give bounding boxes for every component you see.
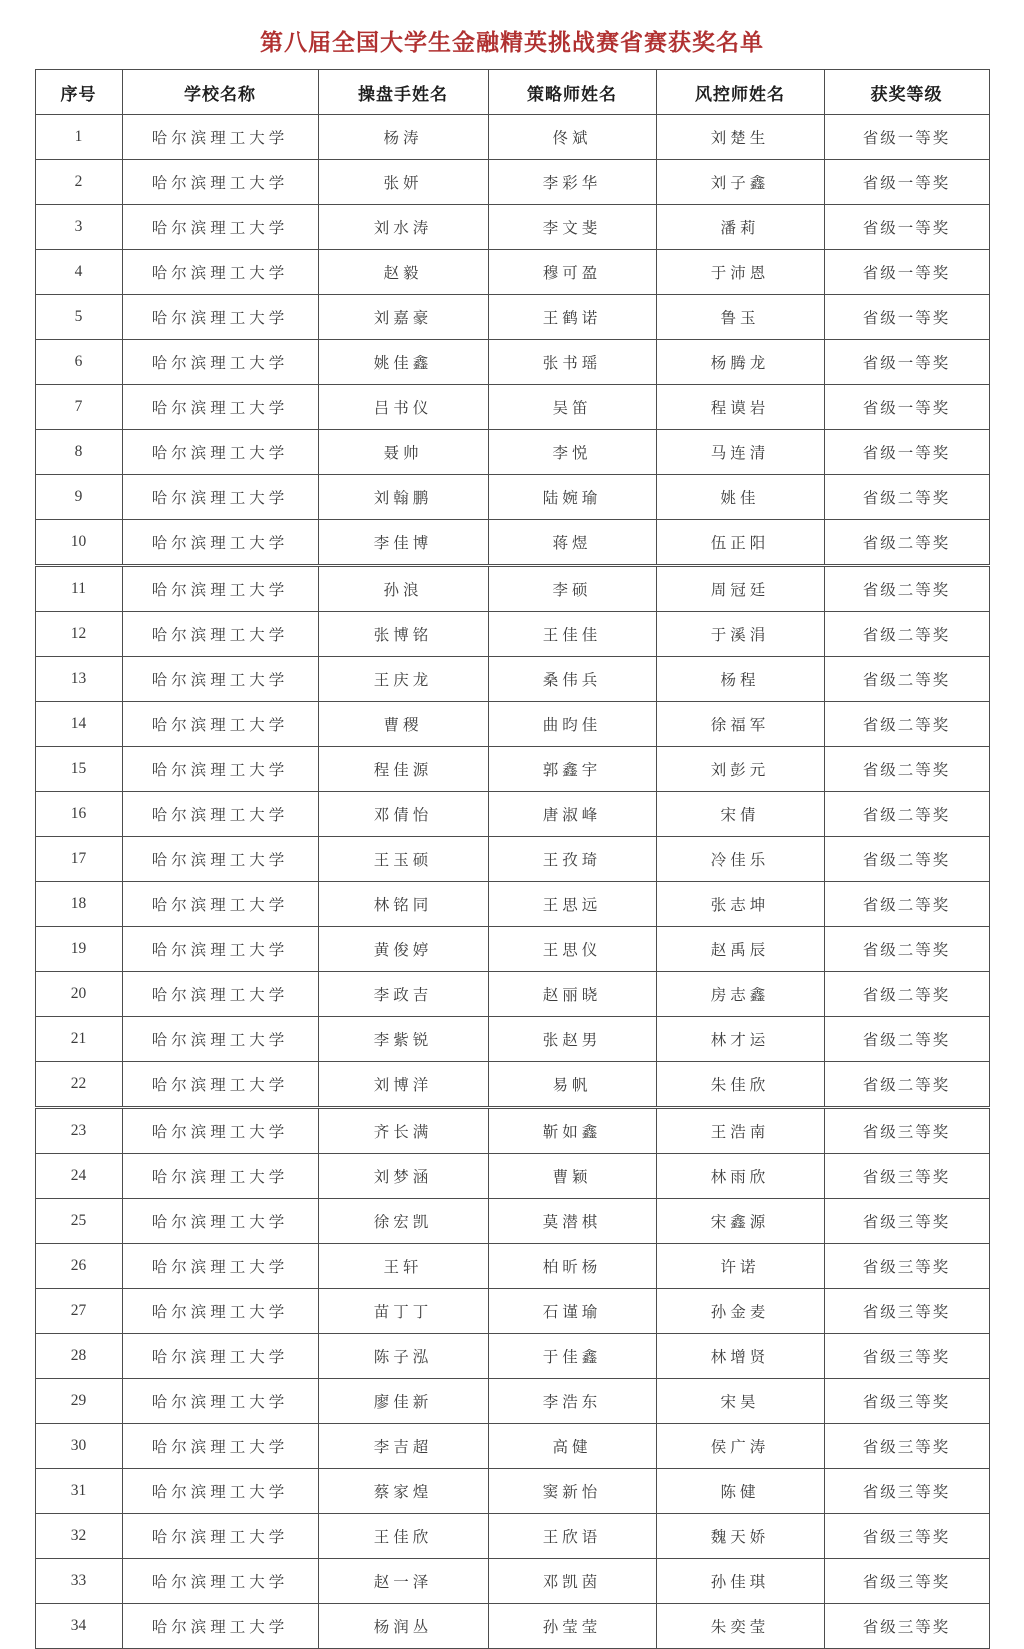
cell-no: 12 — [35, 612, 122, 657]
cell-trader: 赵毅 — [318, 250, 488, 295]
cell-no: 24 — [35, 1154, 122, 1199]
cell-no: 10 — [35, 520, 122, 566]
cell-trader: 王庆龙 — [318, 657, 488, 702]
cell-no: 9 — [35, 475, 122, 520]
column-header-risk: 风控师姓名 — [656, 70, 824, 115]
cell-no: 15 — [35, 747, 122, 792]
cell-risk: 伍正阳 — [656, 520, 824, 566]
cell-trader: 齐长满 — [318, 1108, 488, 1154]
page-title: 第八届全国大学生金融精英挑战赛省赛获奖名单 — [260, 30, 764, 55]
cell-trader: 苗丁丁 — [318, 1289, 488, 1334]
cell-risk: 刘楚生 — [656, 115, 824, 160]
table-row — [35, 520, 989, 566]
cell-school: 哈尔滨理工大学 — [122, 747, 318, 792]
cell-trader: 邓倩怡 — [318, 792, 488, 837]
cell-award: 省级一等奖 — [824, 430, 989, 475]
cell-award: 省级一等奖 — [824, 295, 989, 340]
cell-school: 哈尔滨理工大学 — [122, 612, 318, 657]
cell-risk: 刘彭元 — [656, 747, 824, 792]
table-row — [35, 1334, 989, 1379]
cell-trader: 王玉硕 — [318, 837, 488, 882]
cell-strategist: 桑伟兵 — [488, 657, 656, 702]
cell-award: 省级二等奖 — [824, 1017, 989, 1062]
column-header-school: 学校名称 — [122, 70, 318, 115]
cell-award: 省级二等奖 — [824, 1062, 989, 1108]
table-row — [35, 927, 989, 972]
cell-award: 省级一等奖 — [824, 340, 989, 385]
cell-school: 哈尔滨理工大学 — [122, 1199, 318, 1244]
cell-trader: 赵一泽 — [318, 1559, 488, 1604]
cell-school: 哈尔滨理工大学 — [122, 657, 318, 702]
cell-strategist: 陆婉瑜 — [488, 475, 656, 520]
cell-award: 省级二等奖 — [824, 927, 989, 972]
cell-no: 11 — [35, 566, 122, 612]
table-row — [35, 702, 989, 747]
cell-strategist: 窦新怡 — [488, 1469, 656, 1514]
cell-no: 5 — [35, 295, 122, 340]
cell-strategist: 张赵男 — [488, 1017, 656, 1062]
cell-strategist: 吴笛 — [488, 385, 656, 430]
cell-award: 省级二等奖 — [824, 747, 989, 792]
cell-strategist: 李文斐 — [488, 205, 656, 250]
cell-risk: 林增贤 — [656, 1334, 824, 1379]
cell-school: 哈尔滨理工大学 — [122, 475, 318, 520]
cell-no: 3 — [35, 205, 122, 250]
cell-strategist: 佟斌 — [488, 115, 656, 160]
cell-no: 26 — [35, 1244, 122, 1289]
cell-risk: 杨腾龙 — [656, 340, 824, 385]
cell-trader: 程佳源 — [318, 747, 488, 792]
cell-school: 哈尔滨理工大学 — [122, 837, 318, 882]
cell-award: 省级三等奖 — [824, 1108, 989, 1154]
cell-no: 34 — [35, 1604, 122, 1649]
cell-school: 哈尔滨理工大学 — [122, 1559, 318, 1604]
cell-award: 省级二等奖 — [824, 702, 989, 747]
cell-school: 哈尔滨理工大学 — [122, 205, 318, 250]
cell-no: 17 — [35, 837, 122, 882]
cell-strategist: 柏昕杨 — [488, 1244, 656, 1289]
cell-trader: 林铭同 — [318, 882, 488, 927]
table-row — [35, 430, 989, 475]
cell-trader: 李吉超 — [318, 1424, 488, 1469]
cell-award: 省级一等奖 — [824, 205, 989, 250]
table-row — [35, 837, 989, 882]
cell-award: 省级三等奖 — [824, 1334, 989, 1379]
cell-risk: 宋鑫源 — [656, 1199, 824, 1244]
award-table — [35, 69, 990, 1649]
cell-strategist: 易帆 — [488, 1062, 656, 1108]
cell-award: 省级一等奖 — [824, 115, 989, 160]
table-row — [35, 160, 989, 205]
table-row — [35, 1108, 989, 1154]
cell-school: 哈尔滨理工大学 — [122, 1108, 318, 1154]
cell-school: 哈尔滨理工大学 — [122, 1154, 318, 1199]
cell-no: 32 — [35, 1514, 122, 1559]
column-header-strategist: 策略师姓名 — [488, 70, 656, 115]
cell-award: 省级一等奖 — [824, 250, 989, 295]
cell-risk: 于溪涓 — [656, 612, 824, 657]
cell-no: 1 — [35, 115, 122, 160]
cell-no: 2 — [35, 160, 122, 205]
cell-risk: 刘子鑫 — [656, 160, 824, 205]
cell-risk: 林雨欣 — [656, 1154, 824, 1199]
cell-trader: 李佳博 — [318, 520, 488, 566]
cell-risk: 姚佳 — [656, 475, 824, 520]
cell-trader: 刘嘉豪 — [318, 295, 488, 340]
cell-strategist: 高健 — [488, 1424, 656, 1469]
cell-trader: 杨涛 — [318, 115, 488, 160]
cell-no: 29 — [35, 1379, 122, 1424]
cell-trader: 张妍 — [318, 160, 488, 205]
cell-no: 6 — [35, 340, 122, 385]
cell-strategist: 蒋煜 — [488, 520, 656, 566]
table-header — [35, 70, 989, 115]
cell-risk: 孙金麦 — [656, 1289, 824, 1334]
cell-trader: 徐宏凯 — [318, 1199, 488, 1244]
cell-risk: 张志坤 — [656, 882, 824, 927]
table-header-row — [35, 70, 989, 115]
cell-strategist: 王思远 — [488, 882, 656, 927]
table-row — [35, 115, 989, 160]
cell-school: 哈尔滨理工大学 — [122, 520, 318, 566]
cell-strategist: 靳如鑫 — [488, 1108, 656, 1154]
column-header-trader: 操盘手姓名 — [318, 70, 488, 115]
cell-school: 哈尔滨理工大学 — [122, 1424, 318, 1469]
cell-trader: 聂帅 — [318, 430, 488, 475]
cell-strategist: 王孜琦 — [488, 837, 656, 882]
cell-school: 哈尔滨理工大学 — [122, 1062, 318, 1108]
cell-trader: 刘博洋 — [318, 1062, 488, 1108]
cell-strategist: 张书瑶 — [488, 340, 656, 385]
cell-no: 4 — [35, 250, 122, 295]
cell-award: 省级三等奖 — [824, 1424, 989, 1469]
table-row — [35, 612, 989, 657]
table-row — [35, 295, 989, 340]
cell-risk: 马连清 — [656, 430, 824, 475]
cell-risk: 林才运 — [656, 1017, 824, 1062]
cell-risk: 孙佳琪 — [656, 1559, 824, 1604]
cell-no: 16 — [35, 792, 122, 837]
cell-award: 省级三等奖 — [824, 1604, 989, 1649]
cell-award: 省级二等奖 — [824, 837, 989, 882]
cell-risk: 鲁玉 — [656, 295, 824, 340]
cell-trader: 刘梦涵 — [318, 1154, 488, 1199]
table-row — [35, 747, 989, 792]
cell-school: 哈尔滨理工大学 — [122, 1017, 318, 1062]
cell-award: 省级一等奖 — [824, 385, 989, 430]
cell-school: 哈尔滨理工大学 — [122, 160, 318, 205]
cell-strategist: 莫潜棋 — [488, 1199, 656, 1244]
cell-risk: 杨程 — [656, 657, 824, 702]
table-row — [35, 1244, 989, 1289]
cell-school: 哈尔滨理工大学 — [122, 250, 318, 295]
cell-award: 省级二等奖 — [824, 792, 989, 837]
table-body — [35, 115, 989, 1649]
cell-risk: 侯广涛 — [656, 1424, 824, 1469]
cell-no: 31 — [35, 1469, 122, 1514]
cell-school: 哈尔滨理工大学 — [122, 1379, 318, 1424]
cell-strategist: 郭鑫宇 — [488, 747, 656, 792]
table-row — [35, 566, 989, 612]
cell-award: 省级三等奖 — [824, 1289, 989, 1334]
cell-award: 省级二等奖 — [824, 657, 989, 702]
cell-award: 省级三等奖 — [824, 1559, 989, 1604]
cell-strategist: 曲昀佳 — [488, 702, 656, 747]
cell-trader: 孙浪 — [318, 566, 488, 612]
cell-school: 哈尔滨理工大学 — [122, 295, 318, 340]
cell-risk: 陈健 — [656, 1469, 824, 1514]
cell-trader: 黄俊婷 — [318, 927, 488, 972]
cell-strategist: 孙莹莹 — [488, 1604, 656, 1649]
cell-award: 省级三等奖 — [824, 1244, 989, 1289]
cell-award: 省级三等奖 — [824, 1154, 989, 1199]
cell-strategist: 石谨瑜 — [488, 1289, 656, 1334]
cell-school: 哈尔滨理工大学 — [122, 702, 318, 747]
cell-trader: 王轩 — [318, 1244, 488, 1289]
cell-award: 省级二等奖 — [824, 475, 989, 520]
cell-risk: 赵禹辰 — [656, 927, 824, 972]
table-row — [35, 1199, 989, 1244]
cell-school: 哈尔滨理工大学 — [122, 882, 318, 927]
cell-trader: 张博铭 — [318, 612, 488, 657]
cell-risk: 朱佳欣 — [656, 1062, 824, 1108]
cell-school: 哈尔滨理工大学 — [122, 972, 318, 1017]
cell-school: 哈尔滨理工大学 — [122, 385, 318, 430]
table-row — [35, 1559, 989, 1604]
cell-no: 33 — [35, 1559, 122, 1604]
table-row — [35, 1017, 989, 1062]
cell-risk: 于沛恩 — [656, 250, 824, 295]
cell-risk: 房志鑫 — [656, 972, 824, 1017]
cell-award: 省级二等奖 — [824, 882, 989, 927]
table-row — [35, 475, 989, 520]
cell-trader: 廖佳新 — [318, 1379, 488, 1424]
cell-strategist: 唐淑峰 — [488, 792, 656, 837]
cell-trader: 吕书仪 — [318, 385, 488, 430]
cell-risk: 程谟岩 — [656, 385, 824, 430]
cell-strategist: 穆可盈 — [488, 250, 656, 295]
cell-school: 哈尔滨理工大学 — [122, 1514, 318, 1559]
cell-strategist: 李浩东 — [488, 1379, 656, 1424]
table-row — [35, 972, 989, 1017]
cell-strategist: 邓凯茵 — [488, 1559, 656, 1604]
cell-no: 14 — [35, 702, 122, 747]
cell-school: 哈尔滨理工大学 — [122, 1244, 318, 1289]
cell-no: 7 — [35, 385, 122, 430]
cell-school: 哈尔滨理工大学 — [122, 927, 318, 972]
cell-risk: 潘莉 — [656, 205, 824, 250]
table-row — [35, 1289, 989, 1334]
cell-no: 25 — [35, 1199, 122, 1244]
cell-award: 省级三等奖 — [824, 1199, 989, 1244]
cell-trader: 姚佳鑫 — [318, 340, 488, 385]
cell-strategist: 李悦 — [488, 430, 656, 475]
cell-school: 哈尔滨理工大学 — [122, 430, 318, 475]
cell-strategist: 王佳佳 — [488, 612, 656, 657]
cell-school: 哈尔滨理工大学 — [122, 340, 318, 385]
cell-award: 省级三等奖 — [824, 1514, 989, 1559]
cell-risk: 许诺 — [656, 1244, 824, 1289]
cell-strategist: 王鹤诺 — [488, 295, 656, 340]
column-header-no: 序号 — [35, 70, 122, 115]
cell-award: 省级二等奖 — [824, 520, 989, 566]
cell-strategist: 李硕 — [488, 566, 656, 612]
cell-risk: 王浩南 — [656, 1108, 824, 1154]
cell-trader: 陈子泓 — [318, 1334, 488, 1379]
cell-award: 省级三等奖 — [824, 1379, 989, 1424]
cell-strategist: 李彩华 — [488, 160, 656, 205]
table-row — [35, 340, 989, 385]
cell-award: 省级三等奖 — [824, 1469, 989, 1514]
cell-trader: 王佳欣 — [318, 1514, 488, 1559]
table-row — [35, 1379, 989, 1424]
cell-award: 省级二等奖 — [824, 972, 989, 1017]
cell-no: 30 — [35, 1424, 122, 1469]
cell-risk: 周冠廷 — [656, 566, 824, 612]
table-row — [35, 882, 989, 927]
cell-risk: 徐福军 — [656, 702, 824, 747]
table-row — [35, 1604, 989, 1649]
table-row — [35, 250, 989, 295]
table-row — [35, 205, 989, 250]
cell-school: 哈尔滨理工大学 — [122, 1334, 318, 1379]
cell-no: 22 — [35, 1062, 122, 1108]
cell-risk: 朱奕莹 — [656, 1604, 824, 1649]
cell-strategist: 曹颖 — [488, 1154, 656, 1199]
cell-school: 哈尔滨理工大学 — [122, 1289, 318, 1334]
table-row — [35, 1154, 989, 1199]
cell-trader: 李紫锐 — [318, 1017, 488, 1062]
cell-trader: 蔡家煌 — [318, 1469, 488, 1514]
cell-strategist: 于佳鑫 — [488, 1334, 656, 1379]
cell-no: 28 — [35, 1334, 122, 1379]
cell-award: 省级一等奖 — [824, 160, 989, 205]
cell-trader: 杨润丛 — [318, 1604, 488, 1649]
cell-no: 18 — [35, 882, 122, 927]
cell-trader: 曹稷 — [318, 702, 488, 747]
cell-no: 21 — [35, 1017, 122, 1062]
cell-no: 19 — [35, 927, 122, 972]
cell-school: 哈尔滨理工大学 — [122, 792, 318, 837]
table-row — [35, 1514, 989, 1559]
cell-school: 哈尔滨理工大学 — [122, 115, 318, 160]
cell-trader: 李政吉 — [318, 972, 488, 1017]
cell-no: 23 — [35, 1108, 122, 1154]
cell-strategist: 赵丽晓 — [488, 972, 656, 1017]
table-row — [35, 385, 989, 430]
cell-no: 20 — [35, 972, 122, 1017]
cell-trader: 刘水涛 — [318, 205, 488, 250]
table-row — [35, 1424, 989, 1469]
cell-risk: 宋倩 — [656, 792, 824, 837]
cell-award: 省级二等奖 — [824, 566, 989, 612]
cell-school: 哈尔滨理工大学 — [122, 1604, 318, 1649]
cell-school: 哈尔滨理工大学 — [122, 566, 318, 612]
cell-no: 13 — [35, 657, 122, 702]
cell-no: 8 — [35, 430, 122, 475]
cell-trader: 刘翰鹏 — [318, 475, 488, 520]
cell-risk: 冷佳乐 — [656, 837, 824, 882]
table-row — [35, 1062, 989, 1108]
cell-award: 省级二等奖 — [824, 612, 989, 657]
table-row — [35, 657, 989, 702]
cell-risk: 宋昊 — [656, 1379, 824, 1424]
table-row — [35, 792, 989, 837]
cell-no: 27 — [35, 1289, 122, 1334]
cell-strategist: 王思仪 — [488, 927, 656, 972]
column-header-award: 获奖等级 — [824, 70, 989, 115]
cell-school: 哈尔滨理工大学 — [122, 1469, 318, 1514]
cell-risk: 魏天娇 — [656, 1514, 824, 1559]
cell-strategist: 王欣语 — [488, 1514, 656, 1559]
table-row — [35, 1469, 989, 1514]
